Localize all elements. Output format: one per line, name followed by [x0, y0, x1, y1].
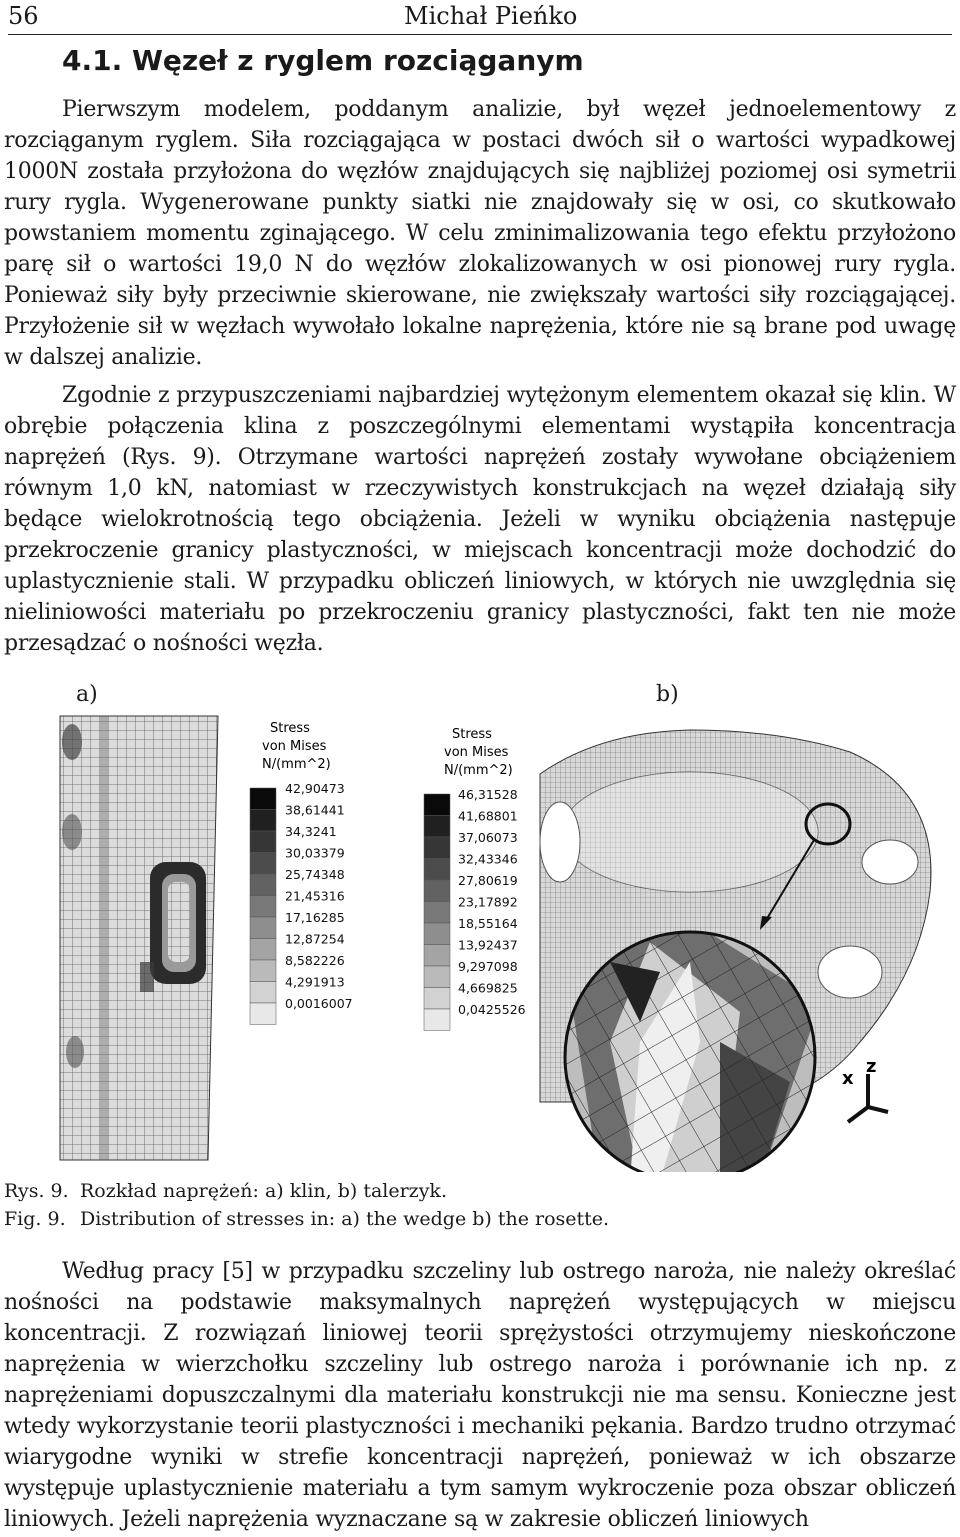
paragraph-1 — [4, 94, 956, 373]
legend-a-swatch — [250, 1003, 276, 1025]
legend-a-value-label: 42,90473 — [285, 781, 345, 796]
caption-polish — [4, 1180, 447, 1202]
wedge-mesh-plot — [60, 716, 218, 1160]
legend-a-swatch — [250, 874, 276, 896]
page-header — [8, 0, 952, 35]
legend-a-value-label: 0,0016007 — [285, 996, 353, 1011]
caption-english-text: Distribution of stresses in: a) the wedge b) the rosette. — [80, 1208, 610, 1230]
legend-a-swatch — [250, 831, 276, 853]
legend-a-swatch — [250, 960, 276, 982]
legend-a-value-label: 4,291913 — [285, 974, 345, 990]
paragraph-3 — [4, 1256, 956, 1535]
legend-a-value-label: 34,3241 — [285, 824, 337, 839]
legend-b-value-label: 32,43346 — [458, 851, 518, 867]
legend-a-title-3: N/(mm^2) — [262, 757, 331, 772]
axis-label-z: z — [866, 1056, 877, 1077]
legend-a-swatch — [250, 788, 276, 810]
legend-b-swatch — [424, 1009, 450, 1031]
legend-a-value-label: 38,61441 — [285, 802, 345, 818]
caption-polish-text: Rozkład naprężeń: a) klin, b) talerzyk. — [80, 1180, 447, 1202]
legend-b-swatch — [424, 859, 450, 881]
figure-9 — [0, 712, 960, 1172]
legend-b-value-label: 23,17892 — [458, 894, 518, 910]
legend-b-value-label: 4,669825 — [458, 980, 518, 996]
legend-b-swatch — [424, 966, 450, 988]
legend-b-value-label: 27,80619 — [458, 873, 518, 888]
paragraph-2 — [4, 380, 956, 659]
legend-a-value-label: 21,45316 — [285, 888, 345, 904]
running-head-author: Michał Pieńko — [404, 2, 578, 30]
legend-b-swatch — [424, 794, 450, 816]
paragraph-2-text: Zgodnie z przypuszczeniami najbardziej wytężonym elementem okazał się klin. W obrębie połączenia klina z poszczególnymi elementami wystąpiła koncentracja naprężeń (Rys. 9). Otrzymane wartości naprężeń zostały wywołane obciążeniem równym 1,0 kN, natomiast w rzeczywistych konstrukcjach na węzeł działają siły będące wielokrotnością tego obciążenia. Jeżeli w wyniku obciążenia następuje przekroczenie granicy plastyczności, w miejscach koncentracji może dochodzić do uplastycznienie stali. W przypadku obliczeń liniowych, w których nie uwzględnia się nieliniowości materiału po przekroczeniu granicy plastyczności, fakt ten nie może przesądzać o nośności węzła. — [4, 383, 956, 656]
legend-b-value-label: 9,297098 — [458, 959, 518, 974]
axis-label-x: x — [842, 1068, 854, 1089]
legend-a-value-label: 30,03379 — [285, 845, 345, 861]
legend-b-swatch — [424, 880, 450, 902]
caption-polish-number: Rys. 9. — [4, 1180, 69, 1202]
paragraph-3-text: Według pracy [5] w przypadku szczeliny lub ostrego naroża, nie należy określać nośności na podstawie maksymalnych naprężeń występujących w miejscu koncentracji. Z rozwiązań liniowej teorii sprężystości otrzymujemy nieskończone naprężenia w wierzchołku szczeliny lub ostrego naroża i porównanie ich np. z naprężeniami dopuszczalnymi dla materiału konstrukcji nie ma sensu. Konieczne jest wtedy wykorzystanie teorii plastyczności i mechaniki pękania. Bardzo trudno otrzymać wiarygodne wyniki w strefie koncentracji naprężeń, ponieważ w ich obszarze występuje uplastycznienie materiału a tym samym wykroczenie poza obszar obliczeń liniowych. Jeżeli naprężenia wyznaczane są w zakresie obliczeń liniowych — [4, 1259, 956, 1532]
caption-english — [4, 1208, 609, 1230]
legend-a-value-label: 25,74348 — [285, 867, 345, 882]
section-title: 4.1. Węzeł z ryglem rozciąganym — [62, 44, 584, 77]
legend-b-value-label: 18,55164 — [458, 916, 518, 931]
legend-b-swatch — [424, 923, 450, 945]
legend-a — [225, 712, 365, 1025]
legend-a-swatch — [250, 810, 276, 832]
legend-a-value-label: 12,87254 — [285, 931, 345, 947]
legend-a-title-2: von Mises — [262, 739, 327, 754]
figure-label-b: b) — [656, 682, 679, 707]
legend-b-value-label: 0,0425526 — [458, 1002, 526, 1017]
legend-a-swatch — [250, 939, 276, 961]
axis-triad — [842, 1056, 888, 1122]
legend-a-swatch — [250, 853, 276, 875]
legend-b-swatch — [424, 816, 450, 838]
legend-a-swatch — [250, 917, 276, 939]
legend-a-value-label: 17,16285 — [285, 910, 345, 925]
legend-a-swatch — [250, 896, 276, 918]
legend-b-title-3: N/(mm^2) — [444, 763, 513, 778]
legend-b-swatch — [424, 902, 450, 924]
legend-b-value-label: 37,06073 — [458, 830, 518, 845]
legend-b-title-2: von Mises — [444, 745, 509, 760]
caption-english-number: Fig. 9. — [4, 1208, 66, 1230]
legend-b-swatch — [424, 837, 450, 859]
paragraph-1-text: Pierwszym modelem, poddanym analizie, był węzeł jednoelementowy z rozciąganym ryglem. Siła rozciągająca w postaci dwóch sił o wartości wypadkowej 1000N została przyłożona do węzłów znajdujących się najbliżej poziomej osi symetrii rury rygla. Wygenerowane punkty siatki nie znajdowały się w osi, co skutkowało powstaniem momentu zginającego. W celu zminimalizowania tego efektu przyłożono parę sił o wartości 19,0 N do węzłów zlokalizowanych w osi pionowej rury rygla. Ponieważ siły były przeciwnie skierowane, nie zwiększały wartości siły rozciągającej. Przyłożenie sił w węzłach wywołało lokalne naprężenia, które nie są brane pod uwagę w dalszej analizie. — [4, 97, 956, 370]
page-number: 56 — [8, 2, 39, 30]
legend-b-value-label: 41,68801 — [458, 808, 518, 824]
legend-b-title-1: Stress — [452, 727, 492, 742]
legend-b-swatch — [424, 945, 450, 967]
legend-b-swatch — [424, 988, 450, 1010]
legend-a-swatch — [250, 982, 276, 1004]
legend-b-value-label: 46,31528 — [458, 787, 518, 802]
legend-a-value-label: 8,582226 — [285, 953, 345, 968]
figure-label-a: a) — [76, 682, 98, 707]
legend-a-title-1: Stress — [270, 721, 310, 736]
legend-b — [398, 718, 538, 1031]
legend-b-value-label: 13,92437 — [458, 937, 518, 953]
